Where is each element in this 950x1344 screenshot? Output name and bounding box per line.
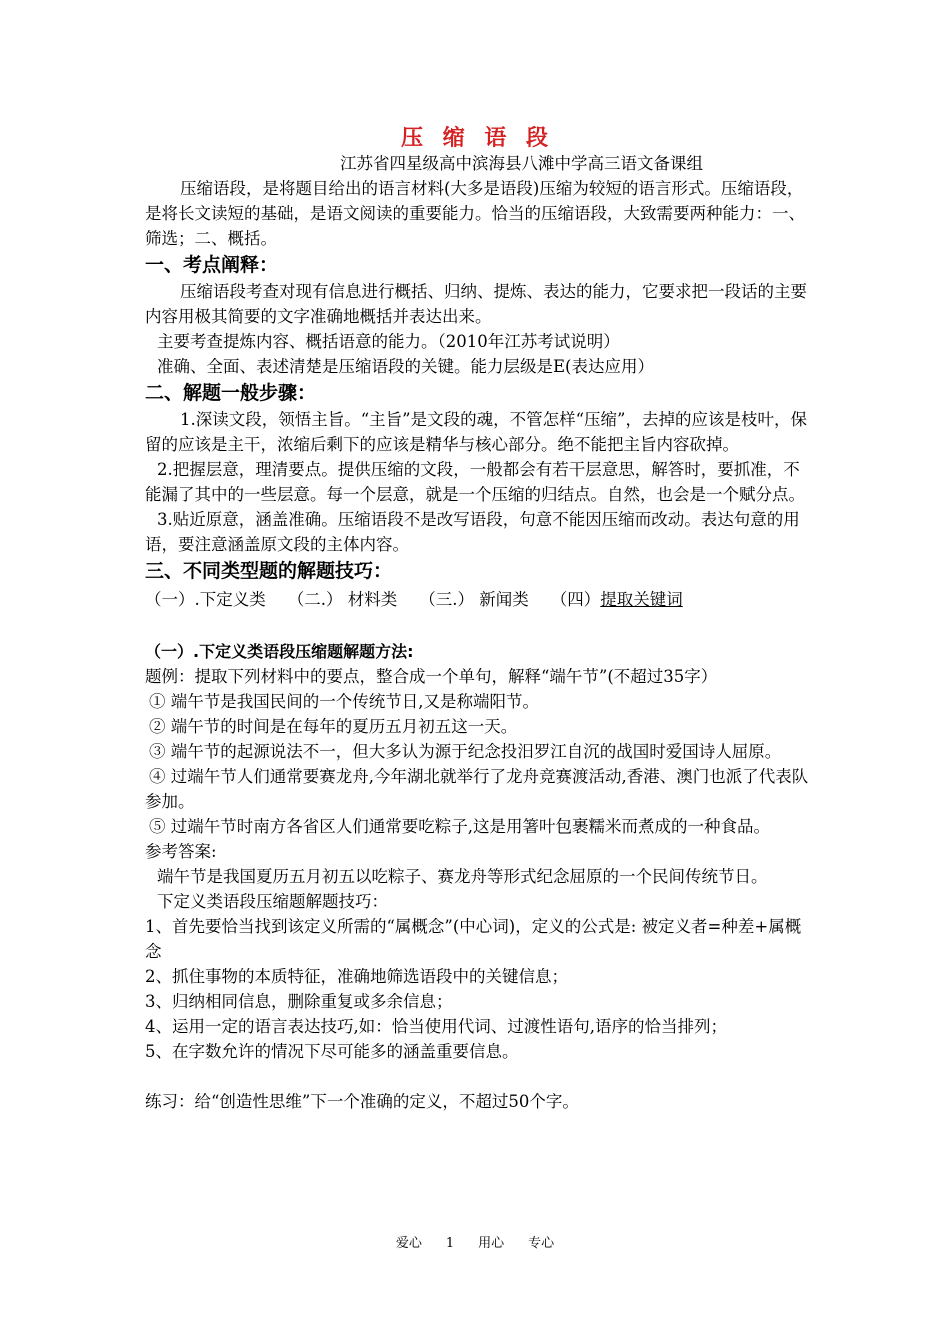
subsection-1-heading: （一）.下定义类语段压缩题解题方法:: [145, 642, 414, 661]
section-3-heading: 三、不同类型题的解题技巧：: [145, 560, 393, 582]
answer-label: 参考答案:: [145, 842, 217, 861]
document-body: [145, 124, 810, 1114]
example-item-1: ① 端午节是我国民间的一个传统节日,又是称端阳节。: [149, 692, 539, 711]
answer-text: 端午节是我国夏历五月初五以吃粽子、赛龙舟等形式纪念屈原的一个民间传统节日。: [157, 867, 768, 886]
type-keyword: [551, 587, 683, 612]
section-2-step-2: 2.把握层意，理清要点。提供压缩的文段，一般都会有若干层意思，解答时，要抓准，不能漏了其中的一些层意。每一个层意，就是一个压缩的归结点。自然，也会是一个赋分点。: [145, 460, 805, 504]
blank-line-2: [145, 1064, 810, 1089]
section-1-paragraph-2: 主要考查提炼内容、概括语意的能力。（2010年江苏考试说明）: [157, 332, 620, 351]
intro-paragraph: 压缩语段，是将题目给出的语言材料(大多是语段)压缩为较短的语言形式。压缩语段，是将长文读短的基础，是语文阅读的重要能力。恰当的压缩语段，大致需要两种能力：一、筛选；二、概括。: [145, 179, 805, 248]
document-title: 压 缩 语 段: [401, 125, 554, 151]
footer-right: 专心: [528, 1236, 555, 1251]
type-news: （三.） 新闻类: [419, 590, 529, 609]
section-1-paragraph-1: 压缩语段考查对现有信息进行概括、归纳、提炼、表达的能力，它要求把一段话的主要内容用极其简要的文字准确地概括并表达出来。: [145, 282, 807, 326]
example-item-3: ③ 端午节的起源说法不一，但大多认为源于纪念投汨罗江自沉的战国时爱国诗人屈原。: [149, 742, 782, 761]
type-definition: （一）.下定义类: [145, 590, 266, 609]
example-intro: 题例：提取下列材料中的要点，整合成一个单句，解释“端午节”(不超过35字）: [145, 667, 718, 686]
tip-3: 3、归纳相同信息，删除重复或多余信息；: [145, 992, 453, 1011]
tip-5: 5、在字数允许的情况下尽可能多的涵盖重要信息。: [145, 1042, 519, 1061]
exercise-text: 练习：给“创造性思维”下一个准确的定义，不超过50个字。: [145, 1092, 579, 1111]
footer-middle: 用心: [478, 1236, 505, 1251]
tips-label: 下定义类语段压缩题解题技巧：: [157, 892, 388, 911]
tip-2: 2、抓住事物的本质特征，准确地筛选语段中的关键信息；: [145, 967, 568, 986]
page-footer: [0, 1232, 950, 1251]
section-2-heading: 二、解题一般步骤：: [145, 382, 317, 404]
type-keyword-number: （四）: [550, 590, 601, 609]
section-2-step-3: 3.贴近原意，涵盖准确。压缩语段不是改写语段，句意不能因压缩而改动。表达句意的用语，要注意涵盖原文段的主体内容。: [145, 510, 800, 554]
question-type-list: [145, 587, 810, 612]
footer-left: 爱心: [395, 1236, 422, 1251]
example-item-2: ② 端午节的时间是在每年的夏历五月初五这一天。: [149, 717, 518, 736]
blank-line: [145, 612, 810, 637]
section-2-step-1: 1.深读文段，领悟主旨。“主旨”是文段的魂，不管怎样“压缩”，去掉的应该是枝叶，保留的应该是主干，浓缩后剩下的应该是精华与核心部分。绝不能把主旨内容砍掉。: [145, 410, 807, 454]
example-item-5: ⑤ 过端午节时南方各省区人们通常要吃粽子,这是用箸叶包裹糯米而煮成的一种食品。: [149, 817, 770, 836]
section-1-heading: 一、考点阐释：: [145, 254, 279, 276]
page-number: 1: [445, 1236, 455, 1251]
document-subtitle: 江苏省四星级高中滨海县八滩中学高三语文备课组: [340, 154, 703, 173]
tip-4: 4、运用一定的语言表达技巧,如：恰当使用代词、过渡性语句,语序的恰当排列；: [145, 1017, 727, 1036]
example-item-4: ④ 过端午节人们通常要赛龙舟,今年湖北就举行了龙舟竞赛渡活动,香港、澳门也派了代表队参加。: [145, 767, 809, 811]
section-1-paragraph-3: 准确、全面、表述清楚是压缩语段的关键。能力层级是E(表达应用）: [157, 357, 654, 376]
type-keyword-label: 提取关键词: [600, 590, 683, 609]
tip-1: 1、首先要恰当找到该定义所需的“属概念”(中心词)，定义的公式是: 被定义者=种差+属概念: [145, 917, 802, 961]
type-material: （二.） 材料类: [287, 590, 398, 609]
